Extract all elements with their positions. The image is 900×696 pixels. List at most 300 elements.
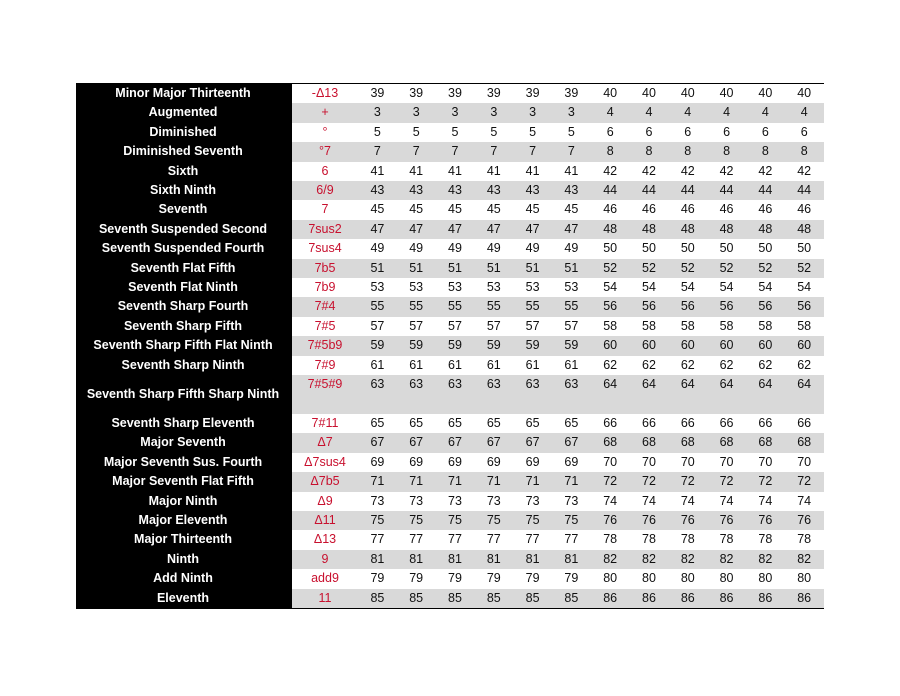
value-cell: 7 — [397, 142, 436, 161]
chord-name-cell: Sixth — [76, 162, 291, 181]
value-cell: 49 — [370, 241, 385, 256]
value-cell: 71 — [474, 472, 513, 491]
value-cell: 51 — [513, 259, 552, 278]
value-cell: 76 — [707, 511, 746, 530]
value-cell: 44 — [707, 181, 746, 200]
value-cell: 46 — [719, 202, 734, 217]
chord-name-cell: Major Seventh — [76, 433, 291, 452]
value-cell: 70 — [642, 454, 656, 469]
value-cell: 76 — [630, 511, 669, 530]
value-cell: 75 — [513, 511, 552, 530]
value-cell: 80 — [758, 571, 773, 586]
value-cell: 51 — [436, 259, 475, 278]
value-cell: 77 — [409, 532, 424, 547]
value-cell: 59 — [474, 336, 513, 355]
chord-name-cell: Seventh Sharp Fifth Sharp Ninth — [76, 375, 291, 414]
value-cell: 70 — [719, 454, 734, 469]
value-cell: 74 — [719, 493, 734, 508]
value-cell: 67 — [436, 433, 475, 452]
value-cell: 62 — [603, 357, 618, 372]
value-cell: 43 — [474, 181, 513, 200]
value-cell: 43 — [552, 181, 591, 200]
chord-symbol-cell: 6 — [291, 162, 358, 181]
value-cell: 80 — [719, 571, 734, 586]
value-cell: 8 — [746, 142, 785, 161]
chord-symbol-cell: 7b9 — [291, 278, 358, 297]
table-row — [76, 511, 824, 530]
chord-symbol-cell: 9 — [291, 550, 358, 569]
chord-name-cell: Major Thirteenth — [76, 530, 291, 549]
value-cell: 79 — [564, 571, 579, 586]
value-cell: 65 — [409, 415, 424, 430]
table-row — [76, 84, 824, 104]
value-cell: 82 — [591, 550, 630, 569]
value-cell: 70 — [603, 454, 618, 469]
value-cell: 63 — [474, 375, 513, 414]
value-cell: 42 — [719, 163, 734, 178]
value-cell: 43 — [397, 181, 436, 200]
value-cell: 62 — [642, 357, 656, 372]
value-cell: 79 — [409, 571, 424, 586]
table-row — [76, 336, 824, 355]
chord-symbol-cell: Δ7b5 — [291, 472, 358, 491]
value-cell: 76 — [591, 511, 630, 530]
value-cell: 6 — [723, 124, 731, 139]
value-cell: 71 — [552, 472, 591, 491]
value-cell: 82 — [668, 550, 707, 569]
value-cell: 51 — [397, 259, 436, 278]
value-cell: 50 — [603, 241, 618, 256]
value-cell: 68 — [668, 433, 707, 452]
value-cell: 74 — [680, 493, 695, 508]
value-cell: 56 — [591, 297, 630, 316]
chord-name-cell: Seventh Sharp Fifth Flat Ninth — [76, 336, 291, 355]
value-cell: 53 — [370, 280, 385, 295]
table-row — [76, 297, 824, 316]
value-cell: 59 — [513, 336, 552, 355]
value-cell: 7 — [513, 142, 552, 161]
value-cell: 63 — [397, 375, 436, 414]
value-cell: 54 — [758, 280, 773, 295]
value-cell: 4 — [707, 103, 746, 122]
value-cell: 45 — [564, 202, 579, 217]
chord-symbol-cell: 6/9 — [291, 181, 358, 200]
value-cell: 73 — [448, 493, 462, 508]
value-cell: 72 — [746, 472, 785, 491]
value-cell: 7 — [552, 142, 591, 161]
value-cell: 42 — [797, 163, 812, 178]
value-cell: 75 — [436, 511, 475, 530]
value-cell: 72 — [668, 472, 707, 491]
value-cell: 81 — [474, 550, 513, 569]
value-cell: 65 — [486, 415, 501, 430]
chord-symbol-cell: 7#9 — [291, 356, 358, 375]
value-cell: 79 — [486, 571, 501, 586]
value-cell: 7 — [358, 142, 397, 161]
value-cell: 77 — [448, 532, 462, 547]
table-row — [76, 472, 824, 491]
value-cell: 77 — [486, 532, 501, 547]
value-cell: 63 — [513, 375, 552, 414]
value-cell: 69 — [448, 454, 462, 469]
value-cell: 67 — [474, 433, 513, 452]
value-cell: 39 — [370, 86, 385, 100]
value-cell: 4 — [630, 103, 669, 122]
value-cell: 45 — [525, 202, 540, 217]
value-cell: 53 — [448, 280, 462, 295]
value-cell: 70 — [680, 454, 695, 469]
value-cell: 67 — [513, 433, 552, 452]
value-cell: 43 — [358, 181, 397, 200]
value-cell: 61 — [370, 357, 385, 372]
value-cell: 82 — [746, 550, 785, 569]
value-cell: 44 — [668, 181, 707, 200]
value-cell: 65 — [448, 415, 462, 430]
value-cell: 56 — [668, 297, 707, 316]
value-cell: 63 — [358, 375, 397, 414]
chord-symbol-cell: ° — [291, 123, 358, 142]
value-cell: 52 — [668, 259, 707, 278]
value-cell: 5 — [567, 124, 575, 139]
value-cell: 56 — [630, 297, 669, 316]
value-cell: 58 — [758, 318, 773, 333]
value-cell: 8 — [707, 142, 746, 161]
table-row — [76, 569, 824, 588]
value-cell: 77 — [564, 532, 579, 547]
value-cell: 76 — [746, 511, 785, 530]
value-cell: 65 — [564, 415, 579, 430]
value-cell: 41 — [448, 163, 462, 178]
value-cell: 47 — [552, 220, 591, 239]
value-cell: 70 — [797, 454, 812, 469]
value-cell: 64 — [746, 375, 785, 414]
value-cell: 48 — [630, 220, 669, 239]
value-cell: 80 — [680, 571, 695, 586]
value-cell: 48 — [707, 220, 746, 239]
chord-symbol-cell: °7 — [291, 142, 358, 161]
value-cell: 75 — [552, 511, 591, 530]
value-cell: 69 — [486, 454, 501, 469]
value-cell: 39 — [525, 86, 540, 100]
value-cell: 60 — [785, 336, 824, 355]
value-cell: 55 — [397, 297, 436, 316]
chord-name-cell: Seventh Sharp Fifth — [76, 317, 291, 336]
value-cell: 64 — [668, 375, 707, 414]
value-cell: 51 — [474, 259, 513, 278]
value-cell: 52 — [591, 259, 630, 278]
value-cell: 67 — [397, 433, 436, 452]
value-cell: 62 — [797, 357, 812, 372]
value-cell: 58 — [603, 318, 618, 333]
value-cell: 62 — [758, 357, 773, 372]
value-cell: 5 — [412, 124, 420, 139]
value-cell: 47 — [397, 220, 436, 239]
value-cell: 61 — [409, 357, 424, 372]
chord-symbol-cell: Δ9 — [291, 492, 358, 511]
chord-symbol-cell: Δ7sus4 — [291, 453, 358, 472]
value-cell: 60 — [591, 336, 630, 355]
value-cell: 68 — [785, 433, 824, 452]
value-cell: 53 — [525, 280, 540, 295]
value-cell: 47 — [436, 220, 475, 239]
value-cell: 48 — [746, 220, 785, 239]
value-cell: 47 — [358, 220, 397, 239]
value-cell: 40 — [603, 86, 618, 100]
value-cell: 48 — [785, 220, 824, 239]
value-cell: 54 — [719, 280, 734, 295]
value-cell: 55 — [513, 297, 552, 316]
value-cell: 68 — [746, 433, 785, 452]
value-cell: 85 — [474, 589, 513, 609]
chord-symbol-cell: 7 — [291, 200, 358, 219]
value-cell: 56 — [746, 297, 785, 316]
chord-name-cell: Seventh Suspended Second — [76, 220, 291, 239]
chord-symbol-cell: 11 — [291, 589, 358, 609]
value-cell: 82 — [785, 550, 824, 569]
value-cell: 59 — [397, 336, 436, 355]
value-cell: 81 — [513, 550, 552, 569]
value-cell: 50 — [758, 241, 773, 256]
value-cell: 8 — [591, 142, 630, 161]
value-cell: 71 — [436, 472, 475, 491]
chord-table — [76, 83, 824, 609]
value-cell: 65 — [525, 415, 540, 430]
value-cell: 61 — [486, 357, 501, 372]
value-cell: 7 — [436, 142, 475, 161]
chord-name-cell: Seventh Sharp Ninth — [76, 356, 291, 375]
value-cell: 49 — [525, 241, 540, 256]
value-cell: 79 — [448, 571, 462, 586]
table-row — [76, 589, 824, 609]
value-cell: 57 — [409, 318, 424, 333]
value-cell: 80 — [797, 571, 812, 586]
value-cell: 45 — [370, 202, 385, 217]
table-row — [76, 550, 824, 569]
value-cell: 60 — [630, 336, 669, 355]
value-cell: 80 — [603, 571, 618, 586]
value-cell: 49 — [409, 241, 424, 256]
chord-symbol-cell: 7sus2 — [291, 220, 358, 239]
value-cell: 8 — [630, 142, 669, 161]
value-cell: 73 — [370, 493, 385, 508]
table-row — [76, 200, 824, 219]
value-cell: 78 — [719, 532, 734, 547]
table-row — [76, 103, 824, 122]
value-cell: 5 — [373, 124, 381, 139]
value-cell: 78 — [642, 532, 656, 547]
chord-name-cell: Diminished — [76, 123, 291, 142]
value-cell: 4 — [591, 103, 630, 122]
value-cell: 44 — [630, 181, 669, 200]
value-cell: 78 — [603, 532, 618, 547]
value-cell: 66 — [758, 415, 773, 430]
value-cell: 52 — [707, 259, 746, 278]
value-cell: 57 — [486, 318, 501, 333]
value-cell: 52 — [785, 259, 824, 278]
value-cell: 64 — [785, 375, 824, 414]
value-cell: 58 — [797, 318, 812, 333]
chord-name-cell: Major Eleventh — [76, 511, 291, 530]
value-cell: 48 — [591, 220, 630, 239]
value-cell: 40 — [680, 86, 695, 100]
value-cell: 67 — [552, 433, 591, 452]
value-cell: 72 — [707, 472, 746, 491]
value-cell: 53 — [409, 280, 424, 295]
value-cell: 86 — [668, 589, 707, 609]
value-cell: 86 — [630, 589, 669, 609]
value-cell: 69 — [564, 454, 579, 469]
chord-name-cell: Major Seventh Sus. Fourth — [76, 453, 291, 472]
value-cell: 41 — [486, 163, 501, 178]
value-cell: 44 — [746, 181, 785, 200]
value-cell: 53 — [486, 280, 501, 295]
value-cell: 69 — [409, 454, 424, 469]
value-cell: 51 — [358, 259, 397, 278]
value-cell: 59 — [436, 336, 475, 355]
value-cell: 74 — [603, 493, 618, 508]
value-cell: 46 — [797, 202, 812, 217]
table-row — [76, 181, 824, 200]
value-cell: 79 — [370, 571, 385, 586]
value-cell: 49 — [448, 241, 462, 256]
value-cell: 55 — [436, 297, 475, 316]
value-cell: 41 — [525, 163, 540, 178]
value-cell: 54 — [680, 280, 695, 295]
table-row — [76, 530, 824, 549]
value-cell: 76 — [668, 511, 707, 530]
value-cell: 60 — [707, 336, 746, 355]
value-cell: 40 — [642, 86, 656, 100]
table-row — [76, 453, 824, 472]
value-cell: 85 — [397, 589, 436, 609]
table-row — [76, 356, 824, 375]
value-cell: 55 — [358, 297, 397, 316]
value-cell: 73 — [525, 493, 540, 508]
value-cell: 69 — [525, 454, 540, 469]
value-cell: 75 — [397, 511, 436, 530]
value-cell: 7 — [474, 142, 513, 161]
value-cell: 85 — [552, 589, 591, 609]
value-cell: 60 — [668, 336, 707, 355]
value-cell: 74 — [758, 493, 773, 508]
value-cell: 78 — [797, 532, 812, 547]
chord-symbol-cell: + — [291, 103, 358, 122]
value-cell: 74 — [797, 493, 812, 508]
table-row — [76, 259, 824, 278]
value-cell: 86 — [591, 589, 630, 609]
value-cell: 4 — [746, 103, 785, 122]
table-row — [76, 414, 824, 433]
value-cell: 48 — [668, 220, 707, 239]
chord-name-cell: Diminished Seventh — [76, 142, 291, 161]
value-cell: 64 — [707, 375, 746, 414]
value-cell: 66 — [680, 415, 695, 430]
value-cell: 6 — [761, 124, 769, 139]
table-row — [76, 220, 824, 239]
value-cell: 5 — [451, 124, 459, 139]
value-cell: 55 — [474, 297, 513, 316]
value-cell: 45 — [486, 202, 501, 217]
value-cell: 3 — [436, 103, 475, 122]
value-cell: 59 — [552, 336, 591, 355]
value-cell: 85 — [358, 589, 397, 609]
value-cell: 51 — [552, 259, 591, 278]
chord-symbol-cell: 7b5 — [291, 259, 358, 278]
value-cell: 77 — [370, 532, 385, 547]
value-cell: 81 — [397, 550, 436, 569]
value-cell: 54 — [603, 280, 618, 295]
value-cell: 81 — [552, 550, 591, 569]
value-cell: 63 — [552, 375, 591, 414]
chord-table-body — [76, 84, 824, 609]
value-cell: 3 — [513, 103, 552, 122]
chord-name-cell: Major Ninth — [76, 492, 291, 511]
value-cell: 58 — [680, 318, 695, 333]
value-cell: 46 — [603, 202, 618, 217]
value-cell: 6 — [684, 124, 692, 139]
value-cell: 6 — [606, 124, 614, 139]
chord-name-cell: Seventh Flat Fifth — [76, 259, 291, 278]
value-cell: 50 — [719, 241, 734, 256]
chord-name-cell: Seventh Sharp Fourth — [76, 297, 291, 316]
value-cell: 39 — [564, 86, 579, 100]
value-cell: 85 — [436, 589, 475, 609]
value-cell: 3 — [474, 103, 513, 122]
value-cell: 54 — [642, 280, 656, 295]
table-row — [76, 317, 824, 336]
value-cell: 59 — [358, 336, 397, 355]
value-cell: 3 — [358, 103, 397, 122]
value-cell: 62 — [680, 357, 695, 372]
table-row — [76, 492, 824, 511]
value-cell: 40 — [719, 86, 734, 100]
value-cell: 39 — [409, 86, 424, 100]
value-cell: 47 — [474, 220, 513, 239]
value-cell: 72 — [591, 472, 630, 491]
value-cell: 73 — [564, 493, 579, 508]
chord-symbol-cell: Δ7 — [291, 433, 358, 452]
chord-symbol-cell: add9 — [291, 569, 358, 588]
value-cell: 77 — [525, 532, 540, 547]
value-cell: 61 — [564, 357, 579, 372]
value-cell: 5 — [490, 124, 498, 139]
value-cell: 3 — [552, 103, 591, 122]
chord-symbol-cell: 7#5 — [291, 317, 358, 336]
value-cell: 57 — [370, 318, 385, 333]
value-cell: 5 — [529, 124, 537, 139]
value-cell: 79 — [525, 571, 540, 586]
value-cell: 61 — [525, 357, 540, 372]
value-cell: 42 — [603, 163, 618, 178]
value-cell: 75 — [474, 511, 513, 530]
value-cell: 3 — [397, 103, 436, 122]
value-cell: 66 — [603, 415, 618, 430]
value-cell: 78 — [680, 532, 695, 547]
value-cell: 86 — [785, 589, 824, 609]
chord-symbol-cell: 7#5#9 — [291, 375, 358, 414]
chord-symbol-cell: 7#5b9 — [291, 336, 358, 355]
value-cell: 70 — [758, 454, 773, 469]
chord-name-cell: Minor Major Thirteenth — [76, 84, 291, 104]
value-cell: 57 — [564, 318, 579, 333]
value-cell: 76 — [785, 511, 824, 530]
value-cell: 55 — [552, 297, 591, 316]
value-cell: 4 — [668, 103, 707, 122]
value-cell: 43 — [436, 181, 475, 200]
value-cell: 62 — [719, 357, 734, 372]
value-cell: 50 — [797, 241, 812, 256]
value-cell: 67 — [358, 433, 397, 452]
